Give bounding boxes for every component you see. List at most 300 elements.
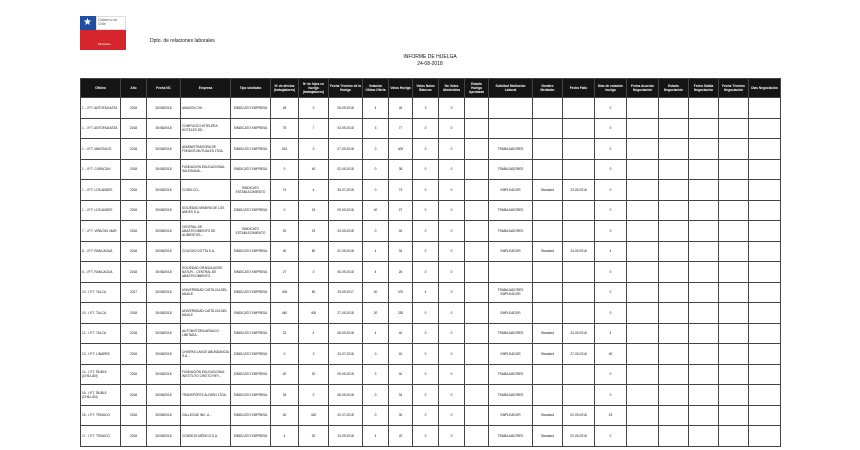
table-cell: 0 [595,98,627,119]
table-cell: 230 [389,303,413,324]
table-cell: 0 [439,180,465,201]
report-date: 24-08-2018 [417,61,443,67]
table-cell: 0 [595,180,627,201]
table-cell: 02-09-2018 [563,405,595,426]
table-cell: 06-09-2018 [329,262,363,283]
table-cell [719,139,749,160]
table-cell [563,118,595,139]
table-cell: 23 [299,221,329,242]
table-cell [719,405,749,426]
table-cell [719,282,749,303]
table-cell [689,364,719,385]
table-cell: 23-07-2018 [329,344,363,365]
table-cell: 03-09-2018 [329,221,363,242]
table-cell [689,241,719,262]
table-cell [719,426,749,447]
table-cell: 0 [439,118,465,139]
table-cell: 23 [595,405,627,426]
column-header: Estado Huelga Aprobada [465,79,489,98]
table-cell: 0 [439,98,465,119]
table-cell: Standard [533,241,563,262]
table-cell: 20 [299,426,329,447]
department-name: Dpto. de relaciones laborales [150,38,215,44]
table-row [81,344,781,365]
table-cell: 2018 [121,303,147,324]
table-cell: TRABAJADORES [489,385,533,406]
table-cell: 3 [363,364,389,385]
table-row [81,139,781,160]
column-header: Oficina [81,79,121,98]
table-cell: 27-09-2018 [329,303,363,324]
table-cell [489,98,533,119]
table-cell: 0 [363,385,389,406]
table-cell: 30/08/2018 [147,426,181,447]
table-cell [563,159,595,180]
table-cell [627,159,659,180]
table-cell: ADMINISTRADORA DE FONDOS MUTUALES LTDA. [181,139,231,160]
table-cell: 0 [595,282,627,303]
table-cell: EMPLEADOR [489,344,533,365]
table-cell [689,385,719,406]
column-header: Fecha Fallo [563,79,595,98]
table-cell: 4 [363,98,389,119]
table-row [81,262,781,283]
table-cell: 2018 [121,200,147,221]
table-cell: 23-09-2018 [563,180,595,201]
table-cell: 0 [439,385,465,406]
table-cell: 14 - I.P.T. ÑUBLE (CHILLÁN) [81,364,121,385]
table-cell: 80 [299,282,329,303]
table-cell: 0 [413,139,439,160]
table-cell: 27 [271,262,299,283]
table-cell: 7 [299,118,329,139]
table-cell: SINDICATO EMPRESA [231,118,271,139]
table-cell: 40 [389,364,413,385]
table-row [81,159,781,180]
table-cell [465,180,489,201]
table-cell [719,344,749,365]
table-cell: 0 [439,221,465,242]
table-cell: CODELCO... [181,180,231,201]
table-cell [465,282,489,303]
table-cell: 80 [299,241,329,262]
table-cell [627,282,659,303]
table-cell: SINDICATO EMPRESA [231,323,271,344]
table-cell: 2017 [121,282,147,303]
table-cell: 0 [271,344,299,365]
table-cell [689,180,719,201]
table-cell: 10 - I.P.T. TALCA [81,303,121,324]
table-cell: 2018 [121,221,147,242]
table-cell: 0 [413,344,439,365]
table-cell [627,139,659,160]
table-cell: 400 [299,303,329,324]
table-cell: 4 [271,426,299,447]
table-cell [749,98,781,119]
table-cell: TRABAJADORES [489,159,533,180]
table-cell [533,139,563,160]
table-cell: 0 [299,385,329,406]
column-header: Votos Huelga [389,79,413,98]
table-cell: 440 [271,303,299,324]
table-cell: TRABAJADORES [489,364,533,385]
table-cell [465,221,489,242]
table-cell [689,200,719,221]
table-cell [533,303,563,324]
table-cell: 40 [271,241,299,262]
table-cell [659,405,689,426]
table-cell: 40 [363,200,389,221]
table-cell: 06-09-2018 [329,98,363,119]
table-cell: 0 [595,118,627,139]
logo-line-3: Ministerio [98,42,111,46]
table-cell: 0 [439,200,465,221]
table-cell: 30/08/2018 [147,323,181,344]
table-cell [627,323,659,344]
table-cell [719,364,749,385]
table-cell [689,426,719,447]
table-cell [627,405,659,426]
table-cell: 74 [271,180,299,201]
table-cell: Standard [533,344,563,365]
table-cell: 1 - I.P.T. LOS ANDES [81,200,121,221]
table-cell: 0 [595,139,627,160]
table-cell: 4 [363,241,389,262]
table-cell [719,180,749,201]
table-cell: 0 [439,303,465,324]
table-cell [627,262,659,283]
table-cell: 73 [389,180,413,201]
table-cell [659,118,689,139]
table-cell: 03-09-2018 [329,118,363,139]
table-cell: 34 [389,241,413,262]
table-cell: Standard [533,405,563,426]
table-cell: TRABAJADORES [489,426,533,447]
table-cell [563,98,595,119]
table-cell: 0 [595,426,627,447]
table-cell: 0 [413,118,439,139]
table-cell [563,303,595,324]
table-cell: 0 [413,180,439,201]
logo-line-1: Gobierno de [98,18,118,22]
table-cell: 08-09-2018 [329,385,363,406]
table-cell [659,426,689,447]
table-cell: 0 [439,405,465,426]
table-cell [627,221,659,242]
table-cell: 0 [595,159,627,180]
table-cell: 0 [271,200,299,221]
table-cell: 8 - I.P.T. RANCAGUA [81,262,121,283]
table-cell [659,303,689,324]
table-cell: UNIVERSIDAD CATÓLICA DEL MAULE [181,282,231,303]
table-cell [533,282,563,303]
table-cell [719,303,749,324]
table-cell [749,262,781,283]
table-cell: 1 - I.P.T. ANTOFAGASTA [81,118,121,139]
table-cell [465,303,489,324]
table-cell: 30/08/2018 [147,200,181,221]
table-cell: 40 [595,344,627,365]
column-header: Estado Negociación [659,79,689,98]
table-cell: 0 [271,159,299,180]
table-cell: 26 [389,262,413,283]
table-cell [563,200,595,221]
table-cell: 40 [271,364,299,385]
table-cell: SINDICATO EMPRESA [231,344,271,365]
table-cell: 0 [413,200,439,221]
table-cell: 38 [389,159,413,180]
table-cell: 40 [363,282,389,303]
table-cell: 40 [389,323,413,344]
table-cell [627,180,659,201]
table-cell: 12 - I.P.T. TALCA [81,323,121,344]
table-cell [533,98,563,119]
table-cell: 0 [413,241,439,262]
table-cell: 22 [271,323,299,344]
table-cell: 0 [413,405,439,426]
table-cell: SINDICATO ESTABLECIMIENTO [231,221,271,242]
table-cell [627,385,659,406]
table-cell: CENTRAL DE ABASTECIMIENTO DE ALIMENTOS... [181,221,231,242]
table-cell [719,221,749,242]
table-cell: COLEGIO DOTTA S.A. [181,241,231,262]
table-cell [465,98,489,119]
table-cell [749,364,781,385]
table-cell: 2018 [121,118,147,139]
table-body [81,98,781,447]
table-cell: 0 [595,364,627,385]
table-cell [627,200,659,221]
table-cell: 0 [595,200,627,221]
table-cell [689,98,719,119]
table-cell: 20 [299,364,329,385]
table-cell: 2018 [121,180,147,201]
table-cell: 02-09-2018 [329,241,363,262]
table-cell: 0 [299,262,329,283]
table-cell [465,405,489,426]
table-cell: 40 [299,159,329,180]
table-row [81,98,781,119]
table-cell: 3 [299,344,329,365]
table-cell: 0 [363,180,389,201]
star-icon: ★ [83,17,92,28]
column-header: Fecha NC [147,79,181,98]
table-cell: 30/08/2018 [147,118,181,139]
table-cell [719,98,749,119]
table-cell: 2018 [121,241,147,262]
table-cell: 10 - I.P.T. TALCA [81,282,121,303]
table-cell [749,303,781,324]
table-cell: 1 - I.P.T. MANTIAGO [81,139,121,160]
table-cell: 1 - I.P.T. ANTOFAGASTA [81,98,121,119]
table-cell: 30/08/2018 [147,139,181,160]
table-cell: SINDICATO EMPRESA [231,364,271,385]
table-cell: 2018 [121,98,147,119]
table-cell: UNIVERSIDAD CATÓLICA DEL MAULE [181,303,231,324]
table-cell [659,323,689,344]
table-cell: 26 [389,98,413,119]
table-cell [659,241,689,262]
table-row [81,221,781,242]
table-cell: 0 [363,344,389,365]
table-cell: AUTOMOTORA ARAUCO LIMITADA... [181,323,231,344]
table-row [81,241,781,262]
table-cell [465,118,489,139]
table-cell [749,344,781,365]
table-cell: 13 - I.P.T. LINARES [81,344,121,365]
table-cell [719,118,749,139]
logo-line-2: Chile [98,22,106,26]
table-cell: 0 [299,139,329,160]
strike-report-table [80,78,781,447]
table-cell: 0 [299,98,329,119]
column-header: Solicitud Mediación Laboral [489,79,533,98]
table-cell: 0 [439,282,465,303]
column-header: Días Negociación [749,79,781,98]
table-cell [719,241,749,262]
table-cell [533,385,563,406]
table-cell: 0 [363,139,389,160]
table-cell [659,262,689,283]
table-cell: FUNDACIÓN EDUCACIONAL INSTITUTO CRISTO REY... [181,364,231,385]
table-cell [719,200,749,221]
table-cell: 0 [439,323,465,344]
table-cell: 16 - I.P.T. TEMUCO [81,405,121,426]
table-cell: 2018 [121,323,147,344]
table-cell [749,118,781,139]
table-cell: 2018 [121,405,147,426]
table-cell [689,405,719,426]
table-cell: 0 [439,364,465,385]
table-cell: EMPLEADOR [489,405,533,426]
table-row [81,323,781,344]
table-cell: 17 - I.P.T. TEMUCO [81,426,121,447]
table-row [81,303,781,324]
table-cell [627,344,659,365]
table-cell [749,241,781,262]
table-cell: 30/08/2018 [147,180,181,201]
table-cell [465,323,489,344]
column-header: Fecha Término de la Huelga [329,79,363,98]
table-cell [689,323,719,344]
table-cell: 34 [271,385,299,406]
table-cell [659,180,689,201]
table-row [81,405,781,426]
table-cell [749,426,781,447]
table-cell: COMPLEJO HOTELERA HOTELES DE... [181,118,231,139]
table-cell: EMPLEADOR [489,180,533,201]
table-cell: 0 [439,344,465,365]
table-cell: Standard [533,180,563,201]
column-header: Año [121,79,147,98]
column-header: Nº de hijos en huelga (trabajadores) [299,79,329,98]
table-cell [749,200,781,221]
table-cell [627,241,659,262]
table-cell: 2018 [121,385,147,406]
table-cell: 4 [363,426,389,447]
table-cell: SOCIEDAD GRANJA AGRO NATUR... CENTRAL DE ABASTECIMIENTO... [181,262,231,283]
table-cell: 0 [413,303,439,324]
table-cell [465,344,489,365]
table-cell: TRABAJADORES EMPLEADOR [489,282,533,303]
table-cell: EMPLEADOR [489,303,533,324]
table-cell: 0 [439,426,465,447]
table-cell: 0 [413,262,439,283]
table-cell: 30/08/2018 [147,385,181,406]
column-header: Días de votación huelga [595,79,627,98]
column-header: Tipo sindicato [231,79,271,98]
table-cell [627,303,659,324]
government-logo [80,16,126,50]
table-cell [659,282,689,303]
table-cell [749,159,781,180]
table-cell: 20 [363,303,389,324]
table-cell [465,139,489,160]
table-cell [749,139,781,160]
table-cell [465,241,489,262]
table-cell [465,200,489,221]
table-cell [749,180,781,201]
column-header: Nº de afectos (trabajadores) [271,79,299,98]
table-cell: 30/08/2018 [147,303,181,324]
table-cell: 30/08/2018 [147,282,181,303]
table-cell: 494 [271,282,299,303]
table-cell [465,262,489,283]
table-cell [719,323,749,344]
table-row [81,180,781,201]
table-cell: 20 [389,426,413,447]
table-cell: EMPLEADOR [489,241,533,262]
table-cell: CHISPAS LANCE ABUNDANCIA S.A... [181,344,231,365]
table-cell: 1 - I.P.T. LOS ANDES [81,180,121,201]
table-cell: 30/08/2018 [147,98,181,119]
table-cell [689,159,719,180]
table-cell: 30/08/2018 [147,364,181,385]
table-cell [533,221,563,242]
table-cell: 0 [413,385,439,406]
table-cell: 24-09-2018 [563,241,595,262]
table-cell: 4 [595,323,627,344]
table-cell: 27 [389,200,413,221]
table-cell [489,262,533,283]
table-cell [563,262,595,283]
table-cell: 27-09-2018 [563,344,595,365]
table-cell [563,282,595,303]
table-cell: CONSEJO MÉDICO S.A. [181,426,231,447]
table-cell: 4 [299,180,329,201]
table-cell: AMAZON CHI... [181,98,231,119]
table-cell: 4 [299,323,329,344]
table-cell: 2018 [121,426,147,447]
table-cell: 2018 [121,364,147,385]
table-cell [563,385,595,406]
table-cell [659,200,689,221]
table-cell: 24 [299,200,329,221]
table-cell: 45 [271,98,299,119]
table-cell: TRABAJADORES [489,323,533,344]
table-cell: TRABAJADORES [489,221,533,242]
table-cell: 2018 [121,159,147,180]
table-cell: Standard [533,426,563,447]
table-cell [689,262,719,283]
table-cell: 7 - I.P.T. VIÑA DEL MAR [81,221,121,242]
table-cell [749,323,781,344]
table-cell: TRABAJADORES [489,200,533,221]
table-cell: 0 [595,303,627,324]
table-cell: 30/08/2018 [147,221,181,242]
table-cell: TRANSPORTE ALFARO LTDA. [181,385,231,406]
table-cell [533,364,563,385]
